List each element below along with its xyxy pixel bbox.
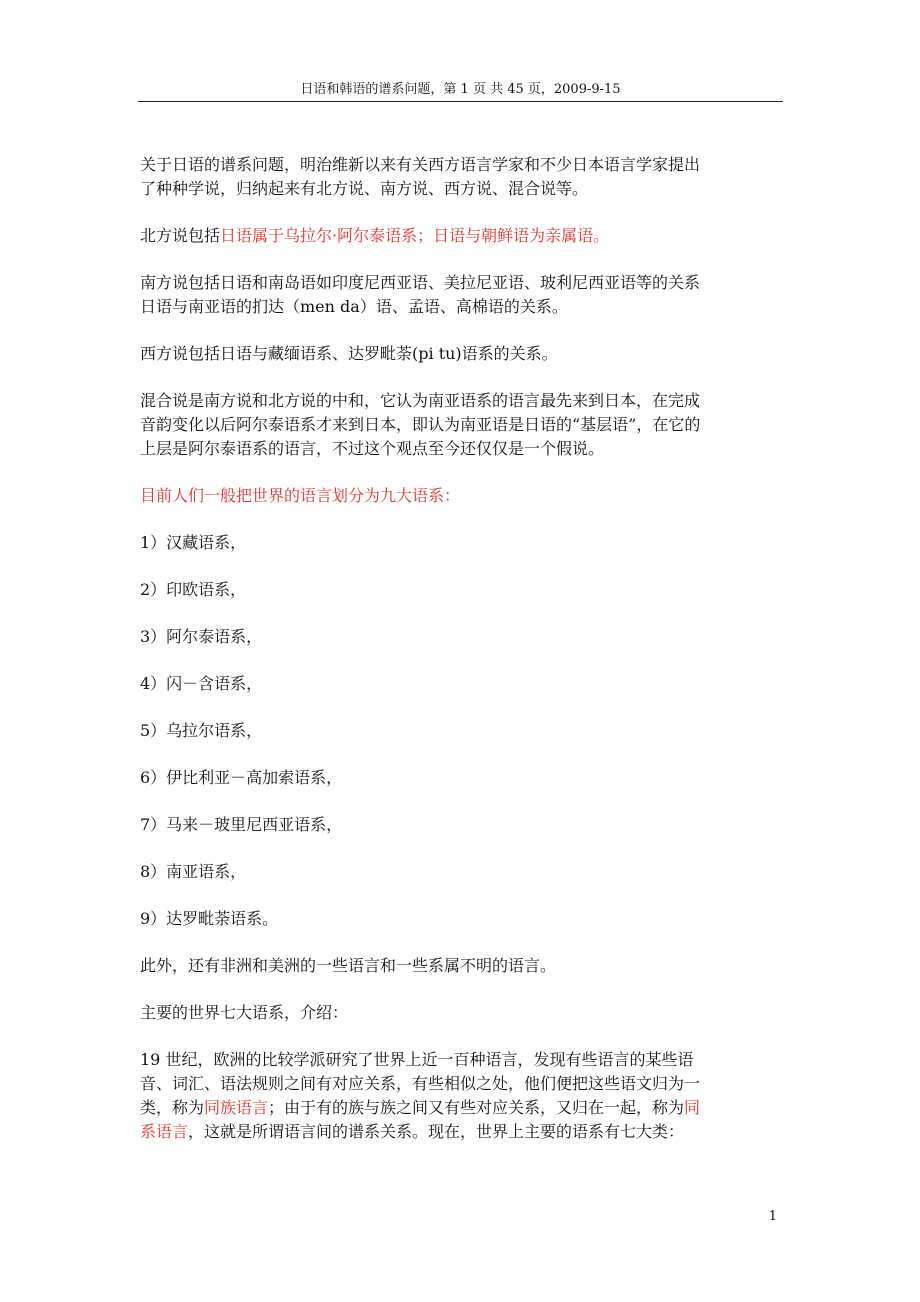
same-system-term-end: 系语言 <box>140 1122 189 1141</box>
page-number: 1 <box>768 1209 777 1224</box>
document-body <box>140 153 785 1144</box>
header-rule <box>138 101 783 102</box>
nine-families-heading: 目前人们一般把世界的语言划分为九大语系： <box>140 486 461 505</box>
north-theory-paragraph <box>140 224 785 248</box>
family-item-6: 6）伊比利亚－高加索语系， <box>140 768 343 787</box>
family-item-9: 9）达罗毗荼语系。 <box>140 909 279 928</box>
intro-line-2: 了种种学说，归纳起来有北方说、南方说、西方说、混合说等。 <box>140 179 589 198</box>
c19-line-2: 音、词汇、语法规则之间有对应关系，有些相似之处，他们便把这些语文归为一 <box>140 1074 701 1093</box>
c19-line-3-start: 类，称为 <box>140 1098 205 1117</box>
page-header: 日语和韩语的谱系问题，第 1 页 共 45 页，2009-9-15 <box>300 82 621 97</box>
same-family-term: 同族语言 <box>204 1098 269 1117</box>
same-system-term-start: 同 <box>684 1098 701 1117</box>
c19-line-4-rest: ，这就是所谓语言间的谱系关系。现在，世界上主要的语系有七大类： <box>188 1122 685 1141</box>
mixed-line-2: 音韵变化以后阿尔泰语系才来到日本，即认为南亚语是日语的“基层语”，在它的 <box>140 415 701 434</box>
south-line-1: 南方说包括日语和南岛语如印度尼西亚语、美拉尼亚语、玻利尼西亚语等的关系 <box>140 273 701 292</box>
mixed-line-1: 混合说是南方说和北方说的中和，它认为南亚语系的语言最先来到日本，在完成 <box>140 391 701 410</box>
intro-line-1: 关于日语的谱系问题，明治维新以来有关西方语言学家和不少日本语言学家提出 <box>140 155 701 174</box>
seven-families-heading: 主要的世界七大语系，介绍： <box>140 1003 349 1022</box>
south-line-2: 日语与南亚语的扪达（men da）语、孟语、高棉语的关系。 <box>140 297 568 316</box>
family-item-2: 2）印欧语系， <box>140 580 247 599</box>
family-item-5: 5）乌拉尔语系， <box>140 721 263 740</box>
c19-line-1: 19 世纪，欧洲的比较学派研究了世界上近一百种语言，发现有些语言的某些语 <box>140 1050 694 1069</box>
family-item-1: 1）汉藏语系， <box>140 533 247 552</box>
family-item-3: 3）阿尔泰语系， <box>140 627 263 646</box>
family-item-8: 8）南亚语系， <box>140 862 247 881</box>
c19-line-3-middle: ；由于有的族与族之间又有些对应关系，又归在一起，称为 <box>268 1098 685 1117</box>
family-item-4: 4）闪－含语系， <box>140 674 263 693</box>
north-prefix: 北方说包括 <box>140 226 221 245</box>
c19-line-3 <box>140 1096 785 1120</box>
other-languages-paragraph: 此外，还有非洲和美洲的一些语言和一些系属不明的语言。 <box>140 956 557 975</box>
mixed-line-3: 上层是阿尔泰语系的语言，不过这个观点至今还仅仅是一个假说。 <box>140 439 605 458</box>
c19-line-4 <box>140 1120 785 1144</box>
family-item-7: 7）马来－玻里尼西亚语系， <box>140 815 343 834</box>
west-theory-paragraph: 西方说包括日语与藏缅语系、达罗毗荼(pi tu)语系的关系。 <box>140 344 558 363</box>
north-highlight: 日语属于乌拉尔·阿尔泰语系；日语与朝鲜语为亲属语。 <box>220 226 610 245</box>
